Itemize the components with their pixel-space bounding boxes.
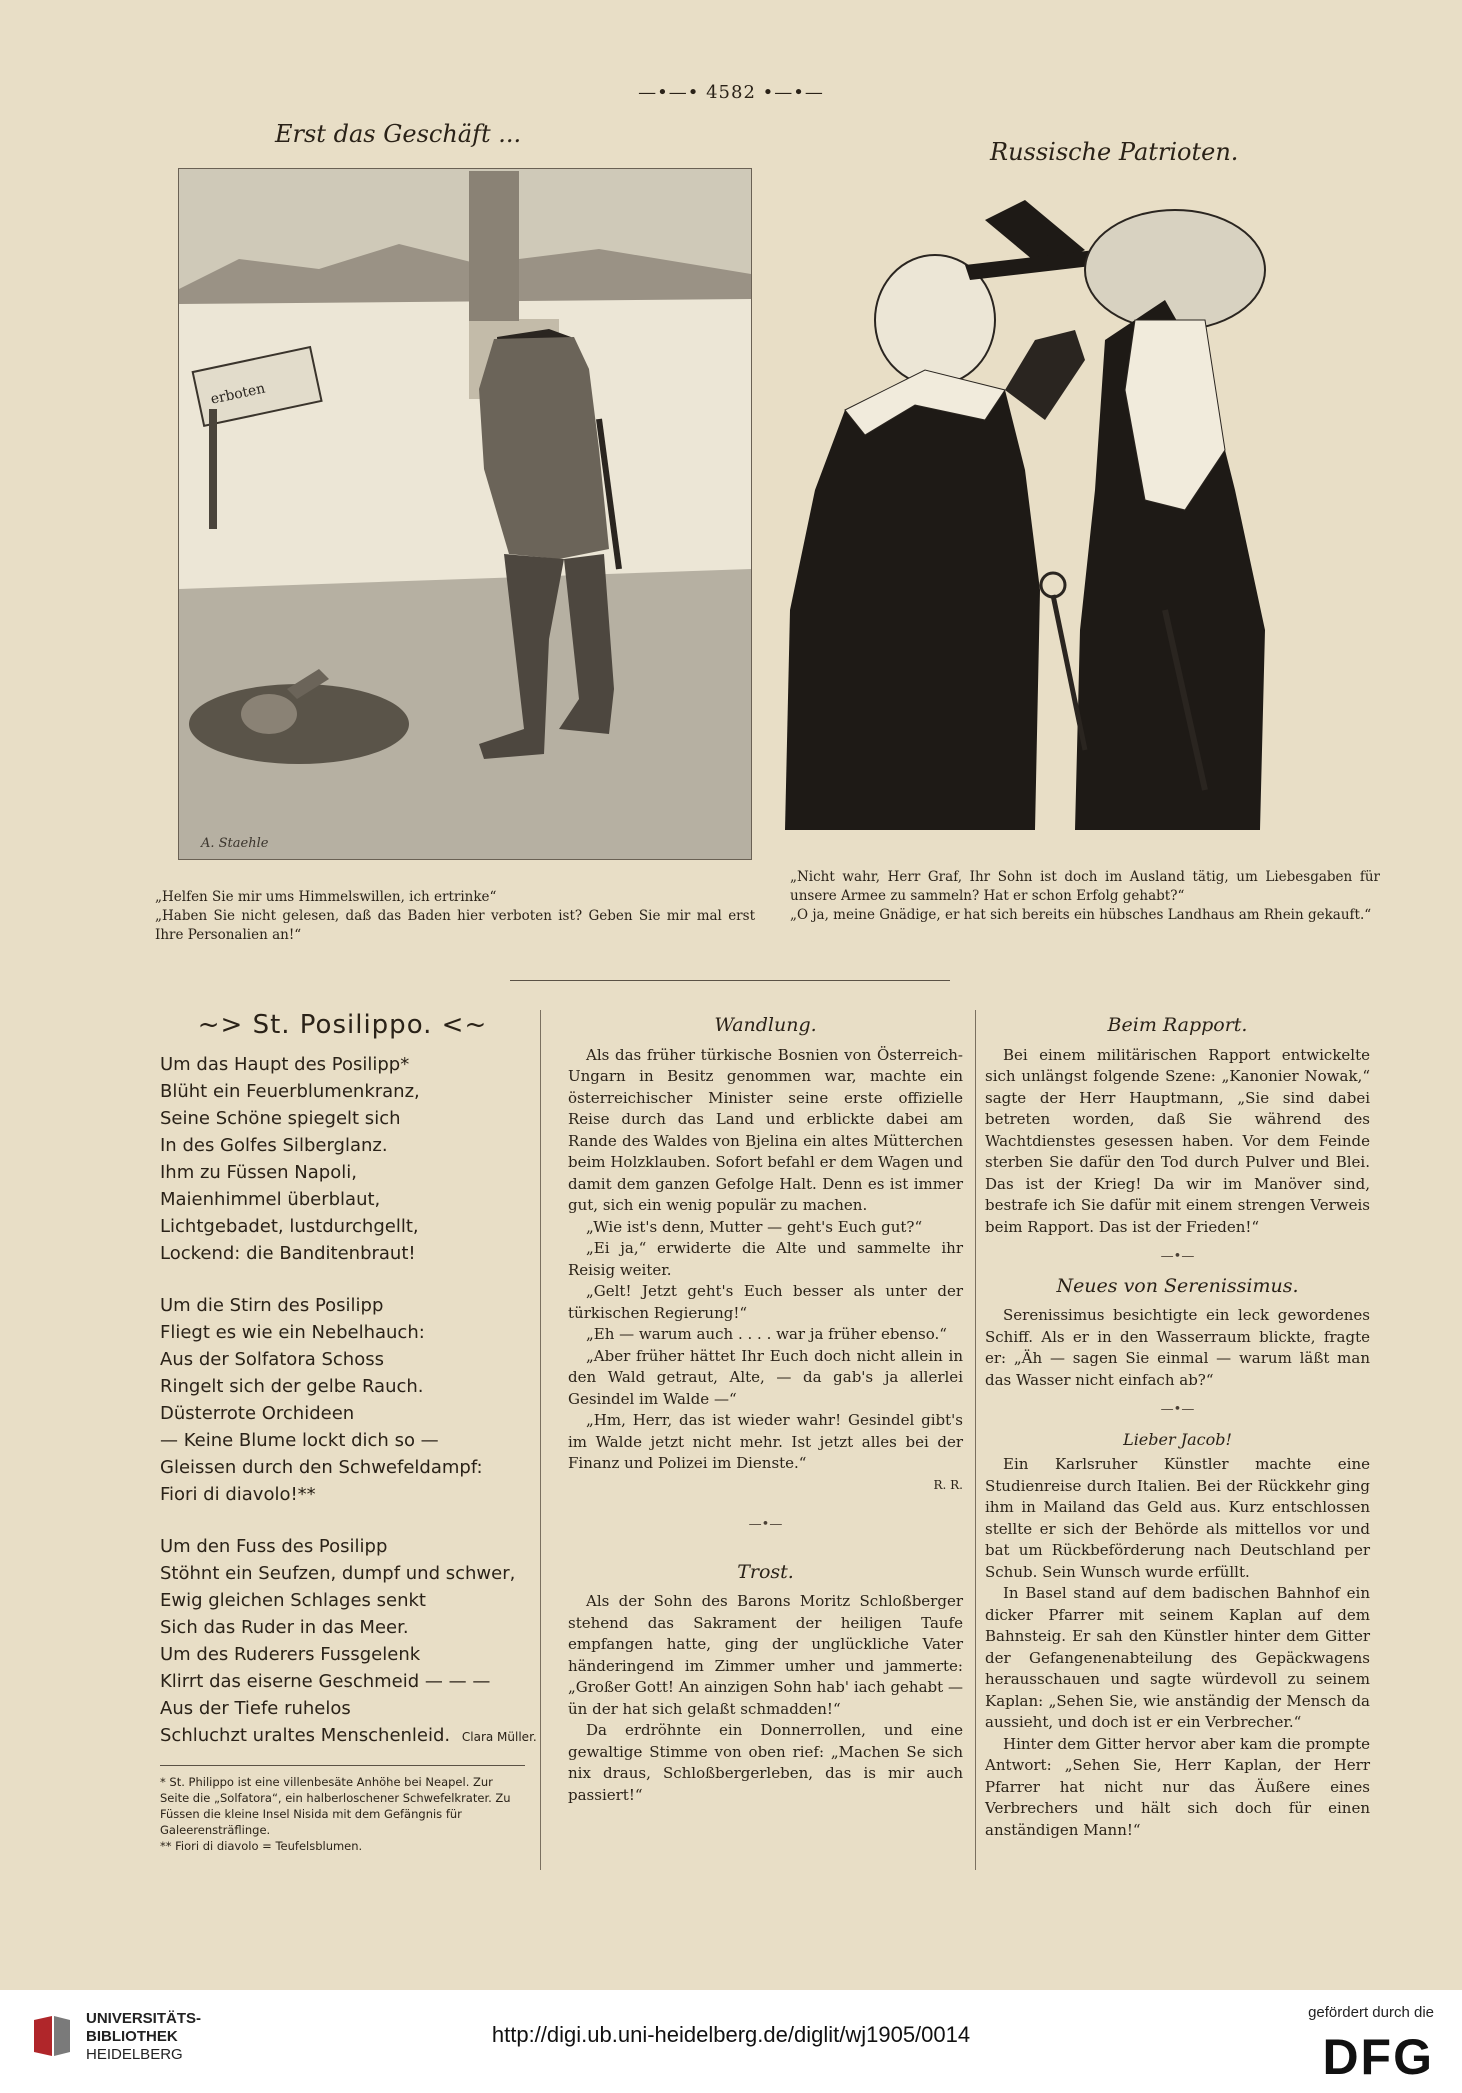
poem-stanza (160, 1292, 525, 1508)
library-name-line: BIBLIOTHEK (86, 2028, 178, 2045)
article-paragraph: „Aber früher hättet Ihr Euch doch nicht allein in den Wald getraut, Alte, — da gab's ja allerlei Gesindel im Walde —“ (568, 1346, 963, 1408)
library-name-line: UNIVERSITÄTS- (86, 2010, 202, 2027)
funding-note: gefördert durch die (1308, 2004, 1434, 2021)
article-paragraph: Als das früher türkische Bosnien von Österreich-Ungarn in Besitz genommen war, machte ein österreichischer Minister seine erste offizielle Reise durch das Land und erblickte dabei am Rande des Waldes von Bjelina ein altes Mütterchen beim Holzklauben. Sofort befahl er dem Wagen und damit dem ganzen Gefolge Halt. Denn es ist immer gut, sich ein wenig populär zu machen. (568, 1045, 963, 1214)
poem-stanza (160, 1051, 525, 1267)
article-paragraph: „Hm, Herr, das ist wieder wahr! Gesindel gibt's im Walde jetzt nicht mehr. Ist jetzt alles bei der Finanz und Polizei im Dienste.“ (568, 1411, 963, 1472)
footnote: * St. Philippo ist eine villenbesäte Anhöhe bei Neapel. Zur Seite die „Solfatora“, ein halberloschener Schwefelkrater. Zu Füssen die kleine Insel Nisida mit dem Gefängnis für Galeerensträflinge. (160, 1774, 511, 1837)
article-paragraph: Serenissimus besichtigte ein leck gewordenes Schiff. Als er in den Wasserraum blickte, fragte er: „Äh — sagen Sie einmal — warum läßt man das Wasser nicht einfach ab?“ (985, 1306, 1370, 1389)
cartoon-right-title: Russische Patrioten. (990, 138, 1239, 166)
article-paragraph: „Eh — warum auch . . . . war ja früher ebenso.“ (586, 1325, 947, 1343)
article-paragraph: Als der Sohn des Barons Moritz Schloßberger stehend das Sakrament der heiligen Taufe empfangen hatte, ging der unglückliche Vater händeringend im Zimmer umher und jammerte: „Großer Gott! An ainzigen Sohn hab' iach gehabt — ün der hat sich gelaßt schmadden!“ (568, 1592, 963, 1718)
poem-body (160, 1051, 537, 1751)
poem-verse-text: Schluchzt uraltes Menschenleid. (160, 1724, 451, 1746)
cartoon-left-title: Erst das Geschäft ... (275, 120, 522, 148)
article-separator: —•— (1160, 1249, 1195, 1264)
article-paragraph: Hinter dem Gitter hervor aber kam die prompte Antwort: „Sehen Sie, Herr Kaplan, der Herr Pfarrer hat nicht nur das Äußere eines Verbrechers und hält sich doch für einen anständigen Mann!“ (985, 1734, 1370, 1839)
right-column (985, 1015, 1370, 1841)
poem-verse: Um die Stirn des Posilipp (160, 1294, 384, 1316)
footnote-divider (160, 1765, 525, 1766)
poem-verse: Aus der Tiefe ruhelos (160, 1697, 351, 1719)
page-number-ornament-left: —•—• (638, 82, 700, 103)
poem-verse: Maienhimmel überblaut, (160, 1188, 381, 1210)
poem-verse: — Keine Blume lockt dich so — (160, 1429, 439, 1451)
poem-verse: Ihm zu Füssen Napoli, (160, 1161, 357, 1183)
poem-verse: Um des Ruderers Fussgelenk (160, 1643, 421, 1665)
poem-verse: Düsterrote Orchideen (160, 1402, 355, 1424)
permalink-text[interactable]: http://digi.ub.uni-heidelberg.de/diglit/wj1905/0014 (491, 2022, 971, 2047)
poem-verse: Lockend: die Banditenbraut! (160, 1242, 416, 1264)
poem-verse: Gleissen durch den Schwefeldampf: (160, 1456, 483, 1478)
ornament-right: <~ (441, 1010, 488, 1040)
poem-verse: Fliegt es wie ein Nebelhauch: (160, 1321, 425, 1343)
cartoon-right-caption-line: „O ja, meine Gnädige, er hat sich bereits ein hübsches Landhaus am Rhein gekauft.“ (790, 907, 1372, 923)
article-title: Wandlung. (714, 1014, 817, 1036)
cartoon-left-caption (155, 888, 755, 945)
cartoon-right-caption-line: „Nicht wahr, Herr Graf, Ihr Sohn ist doch im Ausland tätig, um Liebesgaben für unsere Armee zu sammeln? Hat er schon Erfolg gehabt?“ (790, 869, 1380, 904)
poem-column (160, 1010, 537, 1854)
cartoon-left-caption-line: „Helfen Sie mir ums Himmelswillen, ich ertrinke“ (155, 889, 497, 905)
poem-stanza (160, 1533, 537, 1751)
article-separator: —•— (748, 1517, 783, 1532)
cartoon-right-drawing (785, 190, 1345, 830)
page-number-ornament-right: •—•— (762, 82, 824, 103)
article-paragraph: „Wie ist's denn, Mutter — geht's Euch gut?“ (586, 1217, 923, 1236)
article-paragraph: In Basel stand auf dem badischen Bahnhof ein dicker Pfarrer mit seinem Kaplan auf dem Bahnsteig. Er sah den Künstler hinter dem Gitter der Gefangenenabteilung des Gepäckwagens herausschauen und sagte würdevoll zu seinem Kaplan: „Sehen Sie, wie anständig der Mensch da aussieht, und doch ist er ein Verbrecher.“ (985, 1584, 1370, 1731)
poem-title-text: St. Posilippo. (252, 1010, 433, 1040)
footnote: ** Fiori di diavolo = Teufelsblumen. (160, 1838, 363, 1853)
cartoon-left-drawing (179, 169, 751, 859)
poem-verse: Seine Schöne spiegelt sich (160, 1107, 401, 1129)
poem-verse: In des Golfes Silberglanz. (160, 1134, 388, 1156)
artist-signature: A. Staehle (201, 836, 269, 851)
section-divider (510, 980, 950, 981)
column-rule (540, 1010, 541, 1870)
article-title: Lieber Jacob! (1123, 1429, 1232, 1449)
poem-author: Clara Müller. (461, 1729, 537, 1744)
cartoon-right-image (785, 190, 1345, 830)
cartoon-left-image (178, 168, 752, 860)
poem-verse: Fiori di diavolo!** (160, 1483, 316, 1505)
poem-verse: Um das Haupt des Posilipp* (160, 1053, 410, 1075)
article-title: Trost. (737, 1560, 794, 1583)
ornament-left: ~> (197, 1010, 244, 1040)
poem-verse: Ewig gleichen Schlages senkt (160, 1589, 426, 1611)
article-paragraph: „Gelt! Jetzt geht's Euch besser als unter der türkischen Regierung!“ (568, 1282, 963, 1322)
column-rule (975, 1010, 976, 1870)
poem-verse: Aus der Solfatora Schoss (160, 1348, 384, 1370)
dfg-logo: DFG (1322, 2029, 1434, 2085)
cartoon-left-caption-line: „Haben Sie nicht gelesen, daß das Baden hier verboten ist? Geben Sie mir mal erst Ihre Personalien an!“ (155, 908, 755, 943)
poem-verse: Um den Fuss des Posilipp (160, 1535, 388, 1557)
article-separator: —•— (1160, 1402, 1195, 1417)
middle-column (568, 1015, 963, 1806)
article-paragraph: Bei einem militärischen Rapport entwickelte sich unlängst folgende Szene: „Kanonier Nowak,“ sagte der Herr Hauptmann, „Sie sind dabei betreten worden, daß Sie während des Wachtdienstes gesessen haben. Vor dem Feinde sterben Sie dafür den Tod durch Pulver und Blei. Das ist der Krieg! Da wir im Manöver sind, bestrafe ich Sie dafür mit einem strengen Verweis beim Rapport. Das ist der Frieden!“ (985, 1045, 1370, 1236)
poem-verse: Klirrt das eiserne Geschmeid — — — (160, 1670, 491, 1692)
poem-verse (160, 1722, 537, 1751)
poem-verse: Blüht ein Feuerblumenkranz, (160, 1080, 420, 1102)
poem-footnotes (160, 1774, 525, 1854)
page-number-value: 4582 (706, 82, 756, 103)
poem-title (160, 1010, 525, 1040)
sign-text: erboten (209, 380, 267, 408)
library-name-line: HEIDELBERG (86, 2046, 183, 2063)
article-paragraph: Da erdröhnte ein Donnerrollen, und eine gewaltige Stimme von oben rief: „Machen Se sich nix draus, Schloßbergerleben, das is mir auch passiert!“ (568, 1721, 963, 1804)
poem-verse: Stöhnt ein Seufzen, dumpf und schwer, (160, 1562, 516, 1584)
article-title: Neues von Serenissimus. (1056, 1274, 1299, 1297)
article-signature: R. R. (933, 1477, 963, 1492)
cartoon-right-caption (790, 868, 1380, 925)
poem-verse: Ringelt sich der gelbe Rauch. (160, 1375, 424, 1397)
article-paragraph: „Ei ja,“ erwiderte die Alte und sammelte ihr Reisig weiter. (568, 1239, 963, 1279)
article-title: Beim Rapport. (1107, 1014, 1248, 1036)
article-paragraph: Ein Karlsruher Künstler machte eine Studienreise durch Italien. Bei der Rückkehr ging ihm in Mailand das Geld aus. Kurz entschlossen stellte er sich der Behörde als mittellos vor und bat um Rückbeförderung nach Deutschland per Schub. Sein Wunsch wurde erfüllt. (985, 1455, 1370, 1581)
permalink-url[interactable] (0, 2022, 1462, 2048)
poem-verse: Sich das Ruder in das Meer. (160, 1616, 409, 1638)
digitization-footer (0, 1990, 1462, 2093)
page-number (0, 82, 1462, 103)
poem-verse: Lichtgebadet, lustdurchgellt, (160, 1215, 419, 1237)
